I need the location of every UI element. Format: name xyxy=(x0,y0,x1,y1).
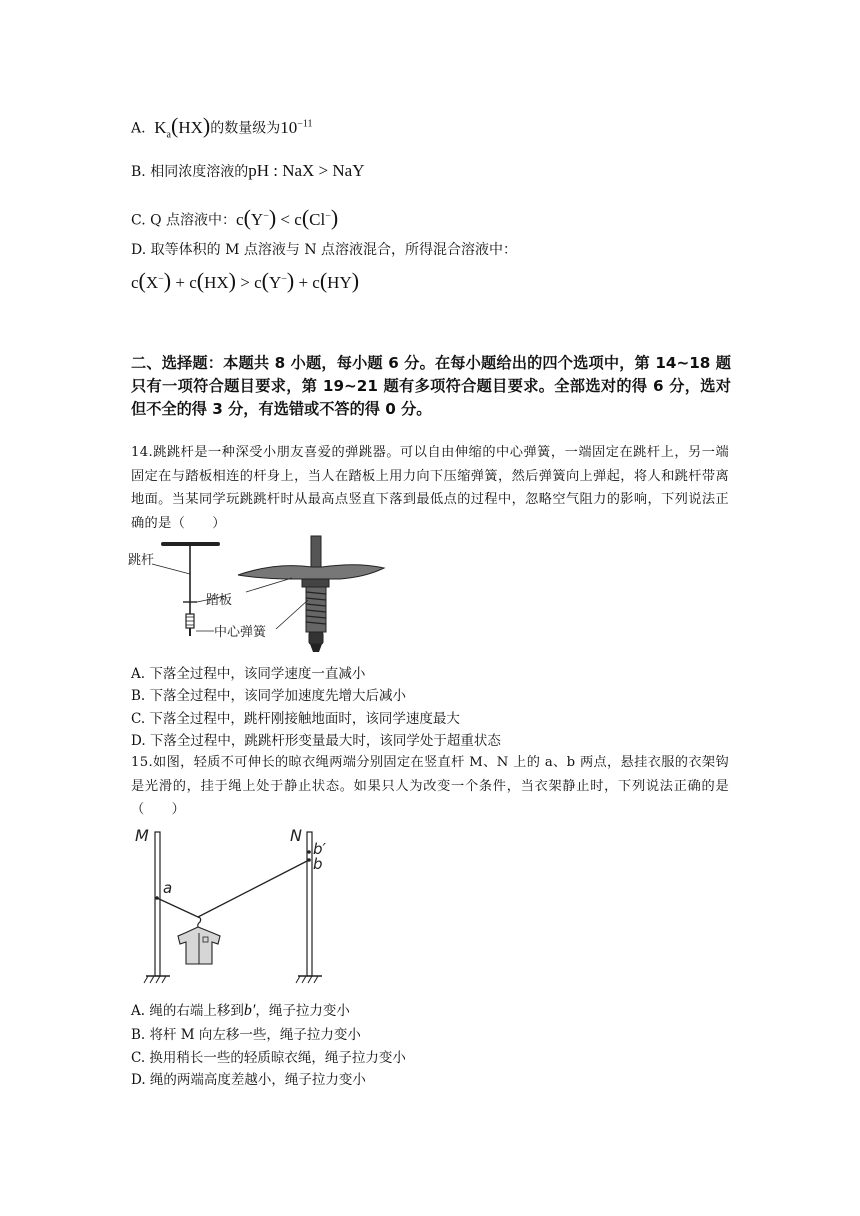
q14-option-a: A. 下落全过程中，该同学速度一直减小 xyxy=(131,666,366,682)
option-text: 的数量级为 xyxy=(210,120,281,137)
q14-option-c: C. 下落全过程中，跳杆刚接触地面时，该同学速度最大 xyxy=(131,711,460,727)
formula-concentration-compare: c(Y−) < c(Cl−) xyxy=(236,204,339,230)
hanger-with-shirt-icon xyxy=(178,917,220,964)
chem-option-b xyxy=(131,161,365,182)
option-label: C. Q 点溶液中： xyxy=(131,212,237,229)
q15-option-d: D. 绳的两端高度差越小，绳子拉力变小 xyxy=(131,1072,366,1088)
chem-option-d xyxy=(131,240,517,260)
clothesline-figure xyxy=(130,826,330,988)
label-m: M xyxy=(135,826,149,845)
q15-option-a xyxy=(131,1000,350,1023)
label-b-prime: b′ xyxy=(313,840,326,858)
chem-option-a xyxy=(131,114,313,145)
label-n: N xyxy=(290,826,302,845)
section-heading: 二、选择题：本题共 8 小题，每小题 6 分。在每小题给出的四个选项中，第 14~18 题只有一项符合题目要求，第 19~21 题有多项符合题目要求。全部选对的得 6 分，选对但不全的得 3 分，有选错或不答的得 0 分。 xyxy=(131,354,731,418)
q14-stem: 14.跳跳杆是一种深受小朋友喜爱的弹跳器。可以自由伸缩的中心弹簧，一端固定在跳杆上，另一端固定在与踏板相连的杆身上，当人在踏板上用力向下压缩弹簧，然后弹簧向上弹起，将人和跳杆带离地面。当某同学玩跳跳杆时从最高点竖直下落到最低点的过程中，忽略空气阻力的影响，下列说法正确的是（ ） xyxy=(131,445,729,531)
option-label: B. xyxy=(131,164,146,180)
option-text: 取等体积的 M 点溶液与 N 点溶液混合，所得混合溶液中： xyxy=(150,242,518,258)
label-spring: 中心弹簧 xyxy=(214,625,267,640)
pole-m xyxy=(155,832,160,976)
pogo-stick-figure xyxy=(126,532,394,658)
formula-power: $10^{-11}$ xyxy=(280,117,313,137)
rope xyxy=(157,860,309,917)
q14-option-b: B. 下落全过程中，该同学加速度先增大后减小 xyxy=(131,688,407,704)
q14-option-d: D. 下落全过程中，跳跳杆形变量最大时，该同学处于超重状态 xyxy=(131,733,501,749)
label-pedal: 踏板 xyxy=(206,593,233,608)
chem-option-c xyxy=(131,206,338,231)
label-b: b xyxy=(313,855,323,873)
option-text: 相同浓度溶液的 xyxy=(150,164,249,180)
formula-ph-compare: pH : NaX > NaY xyxy=(248,161,365,180)
exponent: −11 xyxy=(297,118,313,129)
label-pole: 跳杆 xyxy=(128,553,155,568)
option-text: A. 绳的右端上移到 xyxy=(131,1003,244,1019)
formula-mixed-solution: c(X−) + c(HX) > c(Y−) + c(HY) xyxy=(131,268,360,293)
small-pogo-icon xyxy=(163,544,218,636)
label-a: a xyxy=(163,879,173,897)
option-text: ，绳子拉力变小 xyxy=(255,1003,350,1019)
option-label: A. xyxy=(131,120,146,137)
symbol-b-prime: b′ xyxy=(243,1002,256,1019)
option-label: D. xyxy=(131,242,147,258)
q15-stem: 15.如图，轻质不可伸长的晾衣绳两端分别固定在竖直杆 M、N 上的 a、b 两点，悬挂衣服的衣架钩是光滑的，挂于绳上处于静止状态。如果只人为改变一个条件，当衣架静止时，下列说法正确的是（ ） xyxy=(131,755,729,818)
q15-option-c: C. 换用稍长一些的轻质晾衣绳，绳子拉力变小 xyxy=(131,1050,406,1066)
q15-option-b: B. 将杆 M 向左移一些，绳子拉力变小 xyxy=(131,1027,361,1043)
formula-ka-hx: $K_a(HX)$ xyxy=(150,112,211,141)
